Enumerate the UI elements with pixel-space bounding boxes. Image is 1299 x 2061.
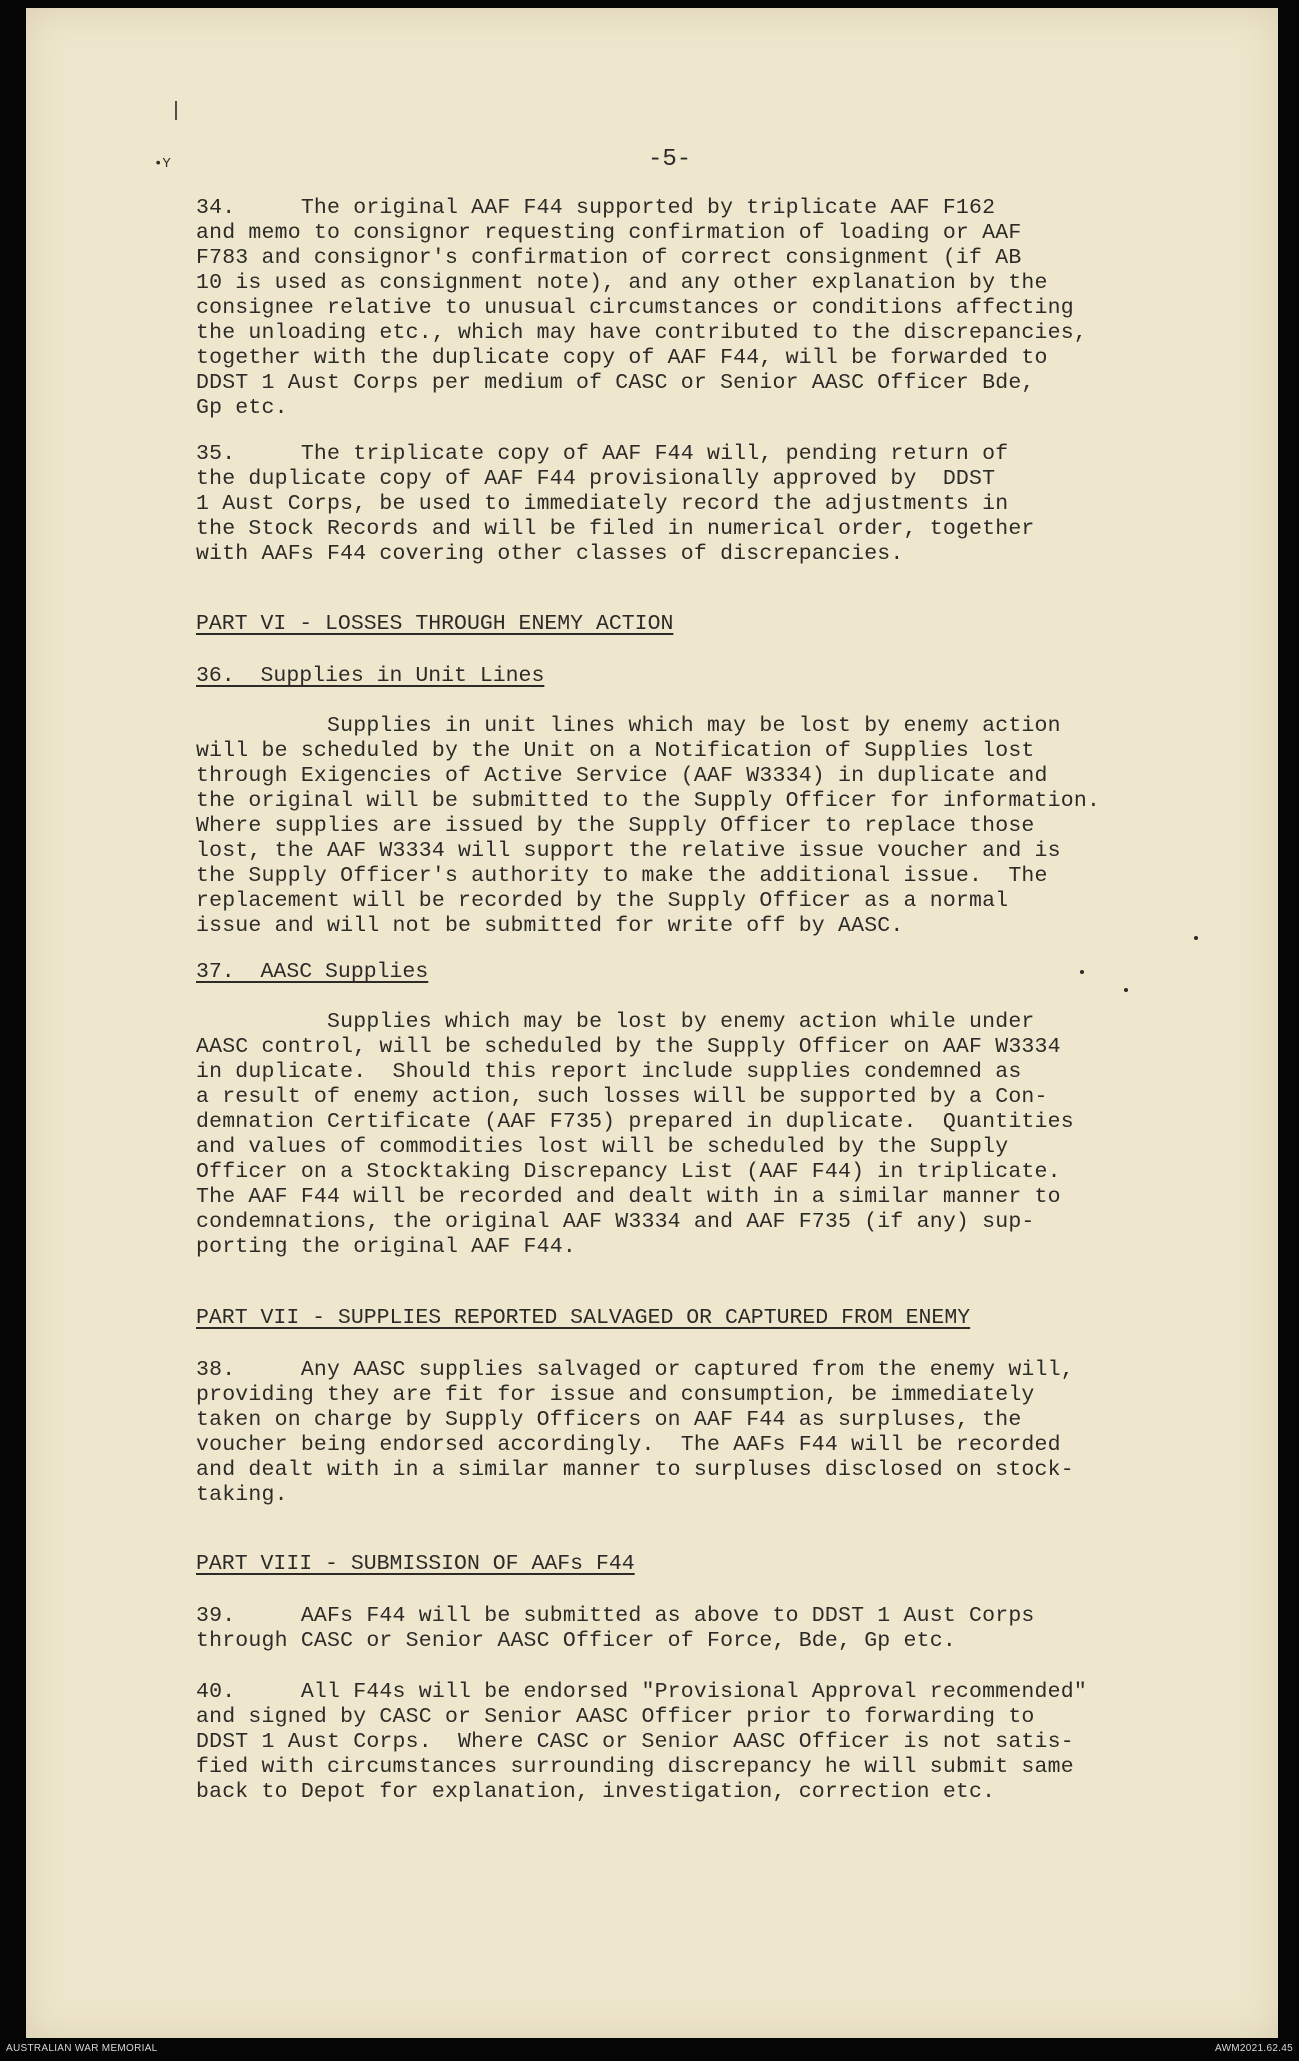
- document-page: [26, 8, 1278, 2038]
- paragraph-37: Supplies which may be lost by enemy action while under AASC control, will be scheduled by the Supply Officer on AAF W3334 in duplicate. Should this report include supplies condemned as a result of enemy action, such losses will be supported by a Con- demnation Certificate (AAF F735) prepared in duplicate. Quantities and values of commodities lost will be scheduled by the Supply Officer on a Stocktaking Discrepancy List (AAF F44) in triplicate. The AAF F44 will be recorded and dealt with in a similar manner to condemnations, the original AAF W3334 and AAF F735 (if any) sup- porting the original AAF F44.: [196, 1010, 1074, 1259]
- part-7-heading: PART VII - SUPPLIES REPORTED SALVAGED OR CAPTURED FROM ENEMY: [196, 1306, 971, 1330]
- margin-mark-line: |: [170, 100, 183, 123]
- paragraph-34: 34. The original AAF F44 supported by triplicate AAF F162 and memo to consignor requesting confirmation of loading or AAF F783 and consignor's confirmation of correct consignment (if AB 10 is used as consignment note), and any other explanation by the consignee relative to unusual circumstances or conditions affecting the unloading etc., which may have contributed to the discrepancies, together with the duplicate copy of AAF F44, will be forwarded to DDST 1 Aust Corps per medium of CASC or Senior AASC Officer Bde, Gp etc.: [196, 196, 1087, 420]
- footer-accession-number: AWM2021.62.45: [1214, 2043, 1293, 2054]
- stray-ink-dot: [1080, 970, 1084, 974]
- page-number: -5-: [648, 146, 692, 173]
- paragraph-35: 35. The triplicate copy of AAF F44 will, pending return of the duplicate copy of AAF F44 provisionally approved by DDST 1 Aust Corps, be used to immediately record the adjustments in the Stock Records and will be filed in numerical order, together with AAFs F44 covering other classes of discrepancies.: [196, 442, 1035, 566]
- paragraph-40: 40. All F44s will be endorsed "Provisional Approval recommended" and signed by CASC or Senior AASC Officer prior to forwarding to DDST 1 Aust Corps. Where CASC or Senior AASC Officer is not satis- fied with circumstances surrounding discrepancy he will submit same back to Depot for explanation, investigation, correction etc.: [196, 1680, 1087, 1804]
- margin-mark-tick: •Y: [154, 156, 171, 172]
- footer-archive-name: AUSTRALIAN WAR MEMORIAL: [6, 2043, 158, 2054]
- paragraph-36-heading: 36. Supplies in Unit Lines: [196, 664, 545, 688]
- paragraph-36: Supplies in unit lines which may be lost by enemy action will be scheduled by the Unit on a Notification of Supplies lost through Exigencies of Active Service (AAF W3334) in duplicate and the original will be submitted to the Supply Officer for information. Where supplies are issued by the Supply Officer to replace those lost, the AAF W3334 will support the relative issue voucher and is the Supply Officer's authority to make the additional issue. The replacement will be recorded by the Supply Officer as a normal issue and will not be submitted for write off by AASC.: [196, 714, 1101, 938]
- stray-ink-dot: [1194, 936, 1198, 940]
- part-8-heading: PART VIII - SUBMISSION OF AAFs F44: [196, 1552, 635, 1576]
- stray-ink-dot: [1124, 988, 1128, 992]
- paragraph-38: 38. Any AASC supplies salvaged or captured from the enemy will, providing they are fit for issue and consumption, be immediately taken on charge by Supply Officers on AAF F44 as surpluses, the voucher being endorsed accordingly. The AAFs F44 will be recorded and dealt with in a similar manner to surpluses disclosed on stock- taking.: [196, 1358, 1074, 1507]
- paragraph-37-heading: 37. AASC Supplies: [196, 960, 429, 984]
- paragraph-39: 39. AAFs F44 will be submitted as above to DDST 1 Aust Corps through CASC or Senior AASC Officer of Force, Bde, Gp etc.: [196, 1604, 1035, 1653]
- part-6-heading: PART VI - LOSSES THROUGH ENEMY ACTION: [196, 612, 674, 636]
